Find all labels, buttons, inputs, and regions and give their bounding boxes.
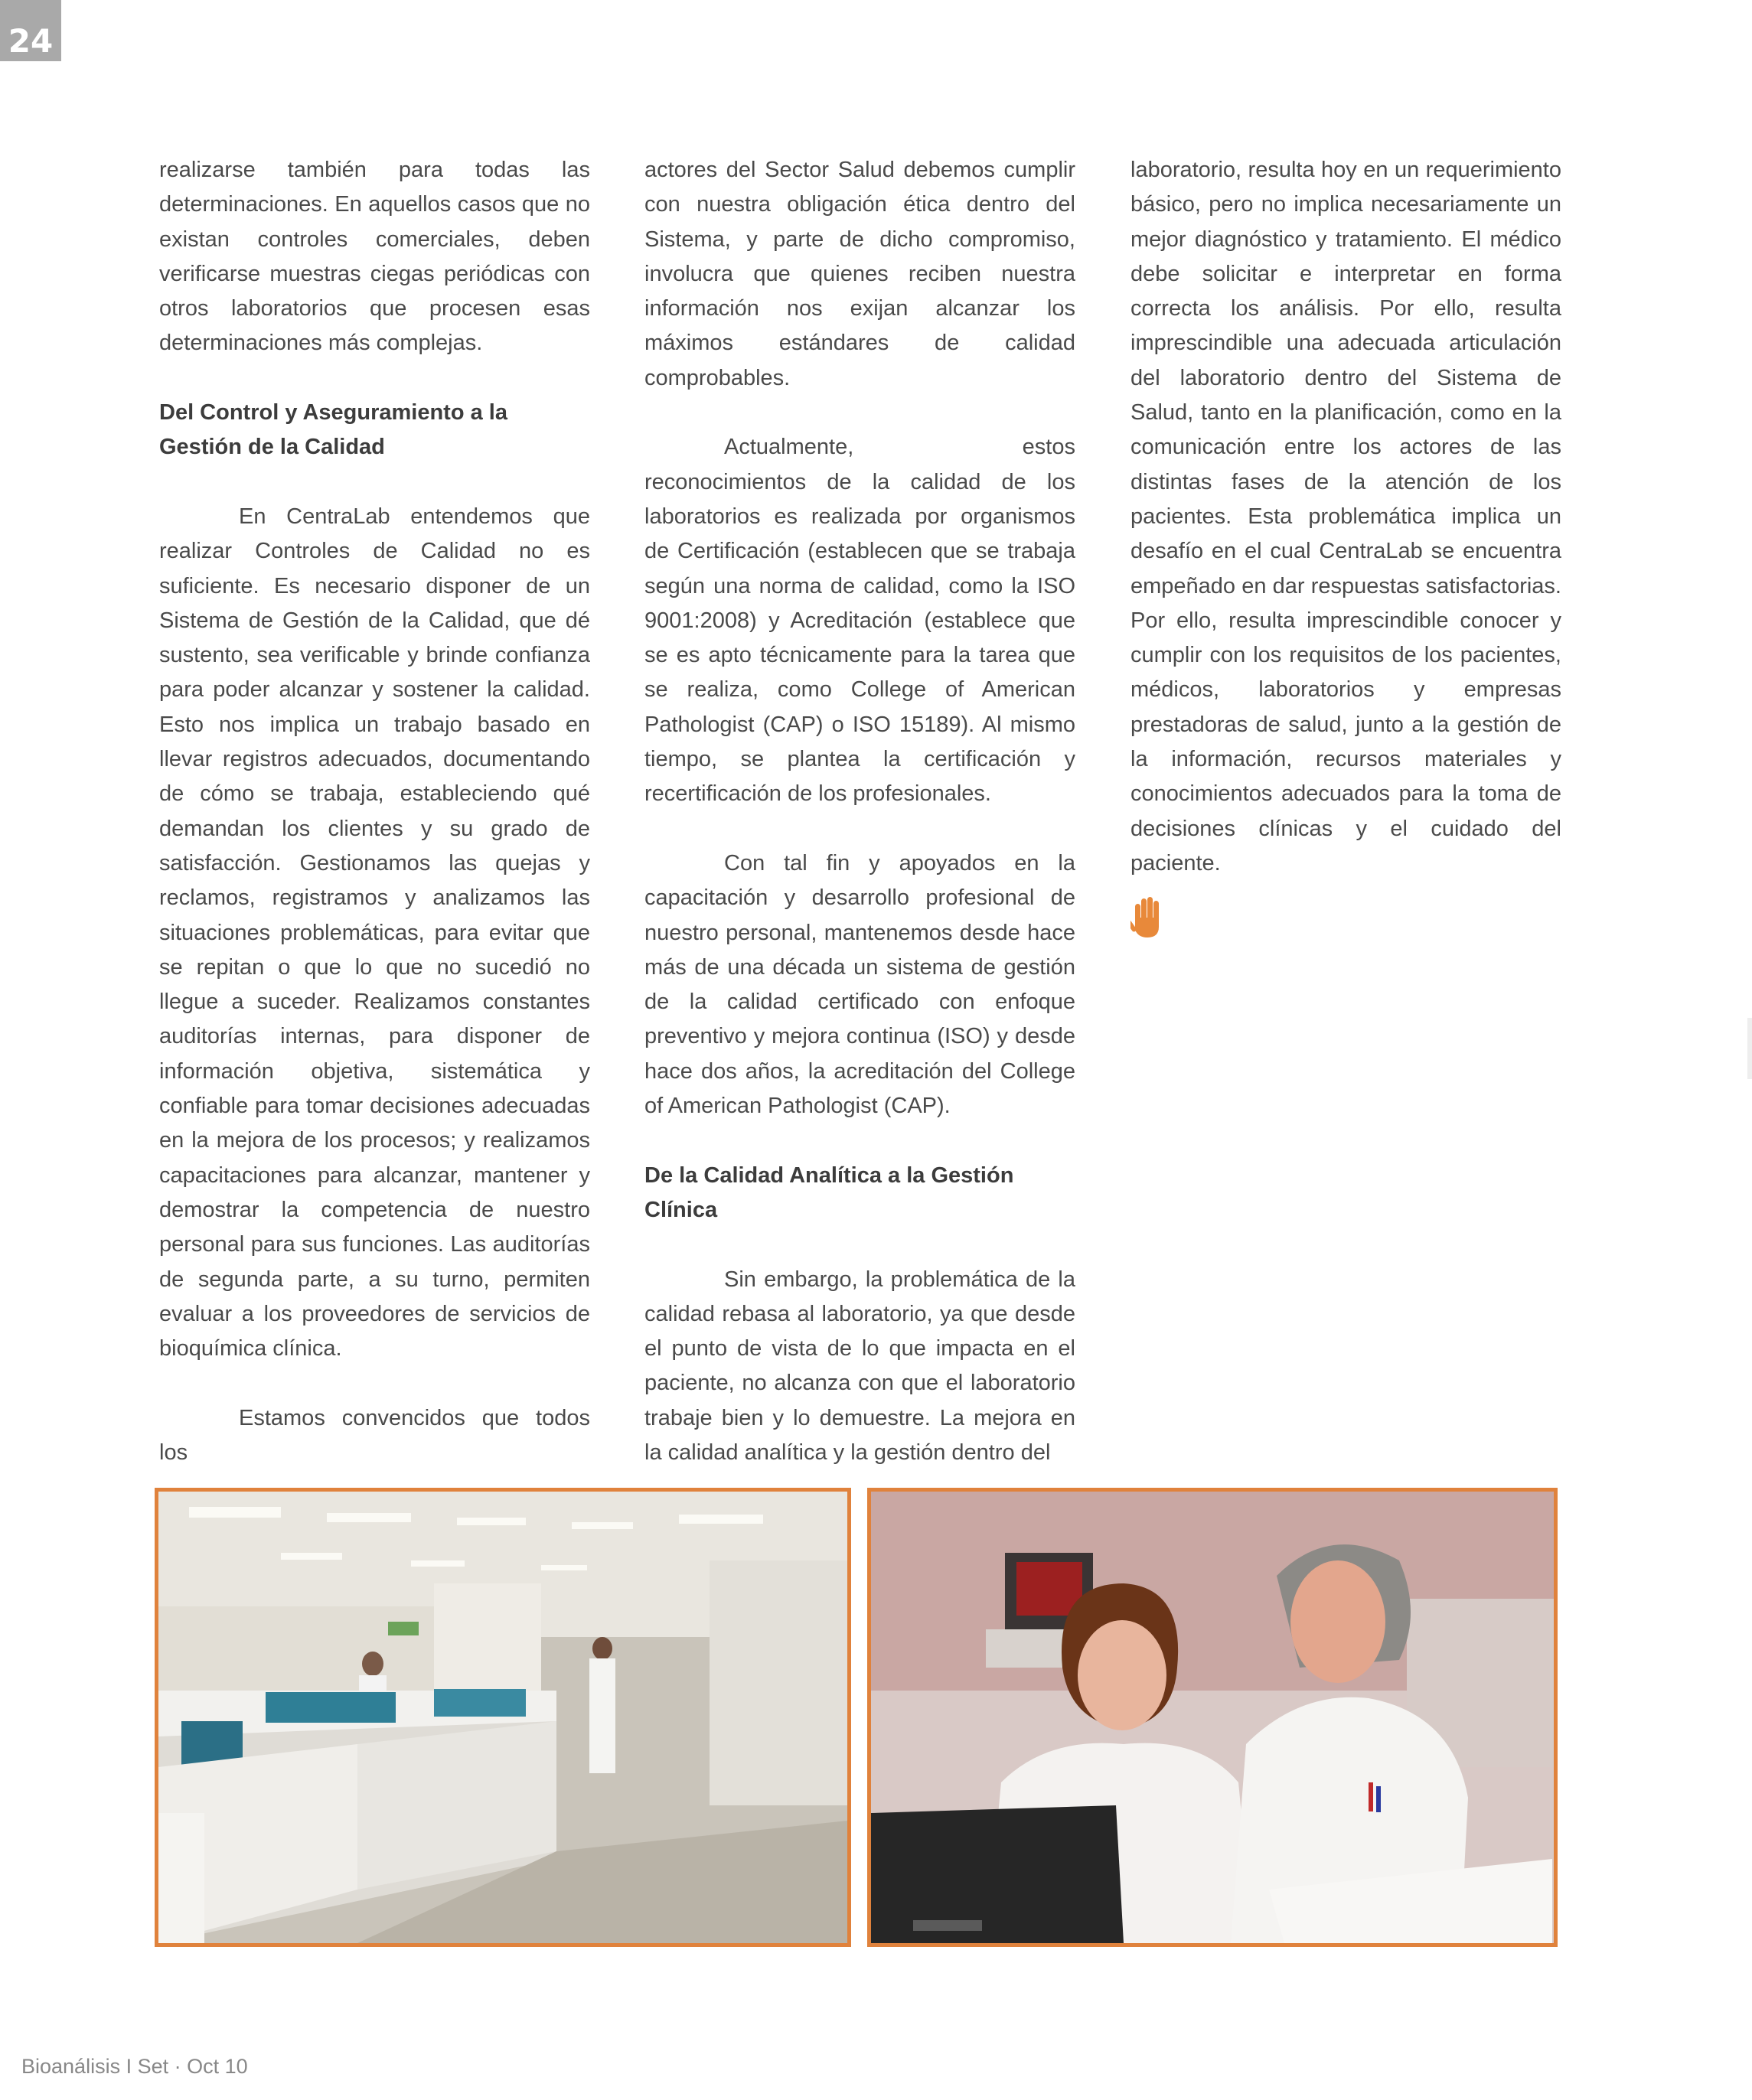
page-edge-mark (1747, 1018, 1752, 1079)
text-column-2 (644, 153, 1075, 1470)
footer-publication: Bioanálisis I Set · Oct 10 (21, 2055, 248, 2078)
paragraph: En CentraLab entendemos que realizar Controles de Calidad no es suficiente. Es necesario disponer de un Sistema de Gestión de la Calidad, que dé sustento, sea verificable y brinde confianza para poder alcanzar y sostener la calidad. Esto nos implica un trabajo basado en llevar registros adecuados, documentando de cómo se trabaja, estableciendo qué demandan los clientes y su grado de satisfacción. Gestionamos las quejas y reclamos, registramos y analizamos las situaciones problemáticas, para evitar que se repitan o que lo que no sucedió no llegue a suceder. Realizamos constantes auditorías internas, para disponer de información objetiva, sistemática y confiable para tomar decisiones adecuadas en la mejora de los procesos; y realizamos capacitaciones para alcanzar, mantener y demostrar la competencia de nuestro personal para sus funciones. Las auditorías de segunda parte, a su turno, permiten evaluar a los proveedores de servicios de bioquímica clínica. (159, 504, 590, 1361)
hand-icon (1130, 896, 1164, 939)
paragraph: Actualmente, estos reconocimientos de la calidad de los laboratorios es realizada por organismos de Certificación (establecen que se trabaja según una norma de calidad, como la ISO 9001:2008) y Acreditación (establece que se es apto técnicamente para la tarea que se realiza, como College of American Pathologist (CAP) o ISO 15189). Al mismo tiempo, se plantea la certificación y recertificación de los profesionales. (644, 435, 1075, 807)
paragraph: Sin embargo, la problemática de la calidad rebasa al laboratorio, ya que desde el punto de vista de lo que impacta en el paciente, no alcanza con que el laboratorio trabaje bien y lo demuestre. La mejora en la calidad analítica y la gestión dentro del (644, 1267, 1075, 1465)
section-heading: Del Control y Aseguramiento a la Gestión de la Calidad (159, 400, 507, 460)
technicians-image (871, 1492, 1554, 1943)
two-technicians-at-monitor-photo (867, 1488, 1558, 1947)
laboratory-analyzers-image (158, 1492, 847, 1943)
paragraph: Estamos convencidos que todos los (159, 1405, 590, 1465)
paragraph: realizarse también para todas las determinaciones. En aquellos casos que no existan controles comerciales, deben verificarse muestras ciegas periódicas con otros laboratorios que procesen esas determinaciones más complejas. (159, 158, 590, 356)
laboratory-analyzers-photo (155, 1488, 851, 1947)
text-column-3 (1130, 153, 1561, 939)
paragraph: laboratorio, resulta hoy en un requerimiento básico, pero no implica necesariamente un mejor diagnóstico y tratamiento. El médico debe solicitar e interpretar en forma correcta los análisis. Por ello, resulta imprescindible una adecuada articulación del laboratorio dentro del Sistema de Salud, tanto en la planificación, como en la comunicación entre los actores de las distintas fases de la atención de los pacientes. Esta problemática implica un desafío en el cual CentraLab se encuentra empeñado en dar respuestas satisfactorias. Por ello, resulta imprescindible conocer y cumplir con los requisitos de los pacientes, médicos, laboratorios y empresas prestadoras de salud, junto a la gestión de la información, recursos materiales y conocimientos adecuados para la toma de decisiones clínicas y el cuidado del paciente. (1130, 158, 1561, 876)
page-number: 24 (0, 0, 61, 61)
section-heading: De la Calidad Analítica a la Gestión Clínica (644, 1162, 1014, 1222)
text-column-1 (159, 153, 590, 1470)
paragraph: Con tal fin y apoyados en la capacitación y desarrollo profesional de nuestro personal, mantenemos desde hace más de una década un sistema de gestión de la calidad certificado con enfoque preventivo y mejora continua (ISO) y desde hace dos años, la acreditación del College of American Pathologist (CAP). (644, 850, 1075, 1119)
paragraph: actores del Sector Salud debemos cumplir con nuestra obligación ética dentro del Sistema, y parte de dicho compromiso, involucra que quienes reciben nuestra información nos exijan alcanzar los máximos estándares de calidad comprobables. (644, 158, 1075, 390)
